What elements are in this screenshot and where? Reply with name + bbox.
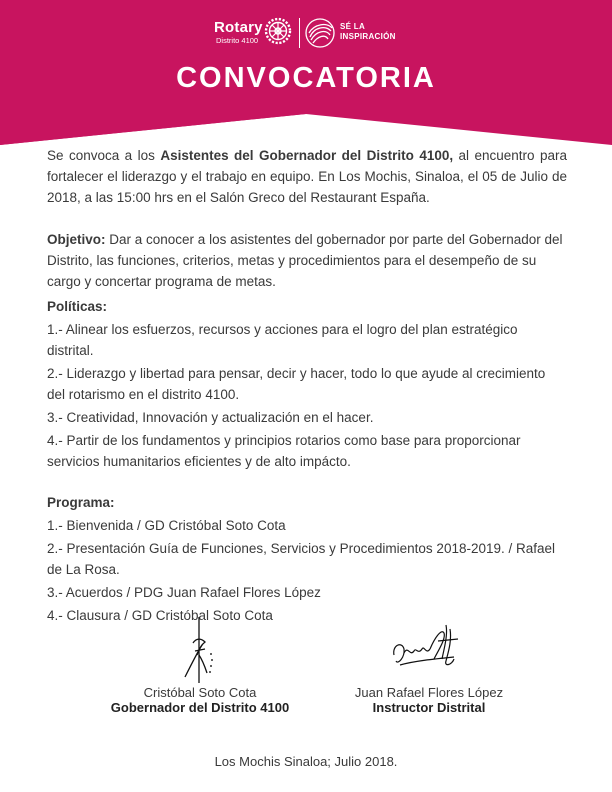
signer-title: Gobernador del Distrito 4100	[110, 700, 290, 715]
objetivo-text: Dar a conocer a los asistentes del gobernador por parte del Gobernador del Distrito, las funciones, criterios, metas y procedimientos para el desempeño de su cargo y concertar programa de metas.	[47, 232, 563, 289]
programa-item: 4.- Clausura / GD Cristóbal Soto Cota	[47, 608, 273, 623]
signature-block-governor	[100, 615, 300, 715]
politica-item: 2.- Liderazgo y libertad para pensar, decir y hacer, todo lo que ayude al crecimiento del rotarismo en el distrito 4100.	[47, 366, 546, 402]
programa-heading: Programa:	[47, 495, 115, 510]
slogan	[340, 22, 396, 42]
logo-divider	[299, 18, 300, 48]
programa-item: 1.- Bienvenida / GD Cristóbal Soto Cota	[47, 518, 286, 533]
document-body	[47, 145, 567, 626]
signer-name: Juan Rafael Flores López	[354, 685, 504, 700]
politicas-heading: Políticas:	[47, 299, 108, 314]
programa-item: 2.- Presentación Guía de Funciones, Servicios y Procedimientos 2018-2019. / Rafael de La Rosa.	[47, 541, 556, 577]
intro-post: al encuentro para fortalecer el liderazgo y el trabajo en equipo. En Los Mochis, Sinaloa, el 05 de Julio de 2018, a las 15:00 hrs en el Salón Greco del Restaurant España.	[47, 148, 567, 205]
slogan-line-2: INSPIRACIÓN	[340, 32, 396, 41]
signature-image	[155, 615, 245, 685]
politica-item: 4.- Partir de los fundamentos y principios rotarios como base para proporcionar servicios humanitarios eficientes y de alto impácto.	[47, 433, 521, 469]
slogan-line-1: SÉ LA	[340, 22, 366, 31]
signature-image	[374, 615, 484, 685]
intro-bold: Asistentes del Gobernador del Distrito 4100,	[160, 148, 454, 163]
inspiration-swirl-icon	[304, 17, 336, 49]
page-title: CONVOCATORIA	[176, 62, 436, 94]
objetivo-label: Objetivo:	[47, 232, 106, 247]
programa-item: 3.- Acuerdos / PDG Juan Rafael Flores López	[47, 585, 321, 600]
district-label: Distrito 4100	[216, 36, 259, 45]
signer-title: Instructor Distrital	[372, 700, 486, 715]
rotary-logo-text	[214, 19, 263, 45]
brand-name: Rotary	[214, 19, 263, 36]
header-logos	[0, 16, 612, 52]
objetivo-paragraph	[47, 229, 567, 292]
politica-item: 3.- Creatividad, Innovación y actualización en el hacer.	[47, 410, 374, 425]
rotary-wheel-icon	[263, 16, 293, 46]
politica-item: 1.- Alinear los esfuerzos, recursos y acciones para el logro del plan estratégico distrital.	[47, 322, 518, 358]
intro-paragraph	[47, 145, 567, 208]
signer-name: Cristóbal Soto Cota	[143, 685, 257, 700]
footer-place-date: Los Mochis Sinaloa; Julio 2018.	[214, 754, 398, 769]
signature-block-instructor	[329, 615, 529, 715]
intro-pre: Se convoca a los	[47, 148, 161, 163]
